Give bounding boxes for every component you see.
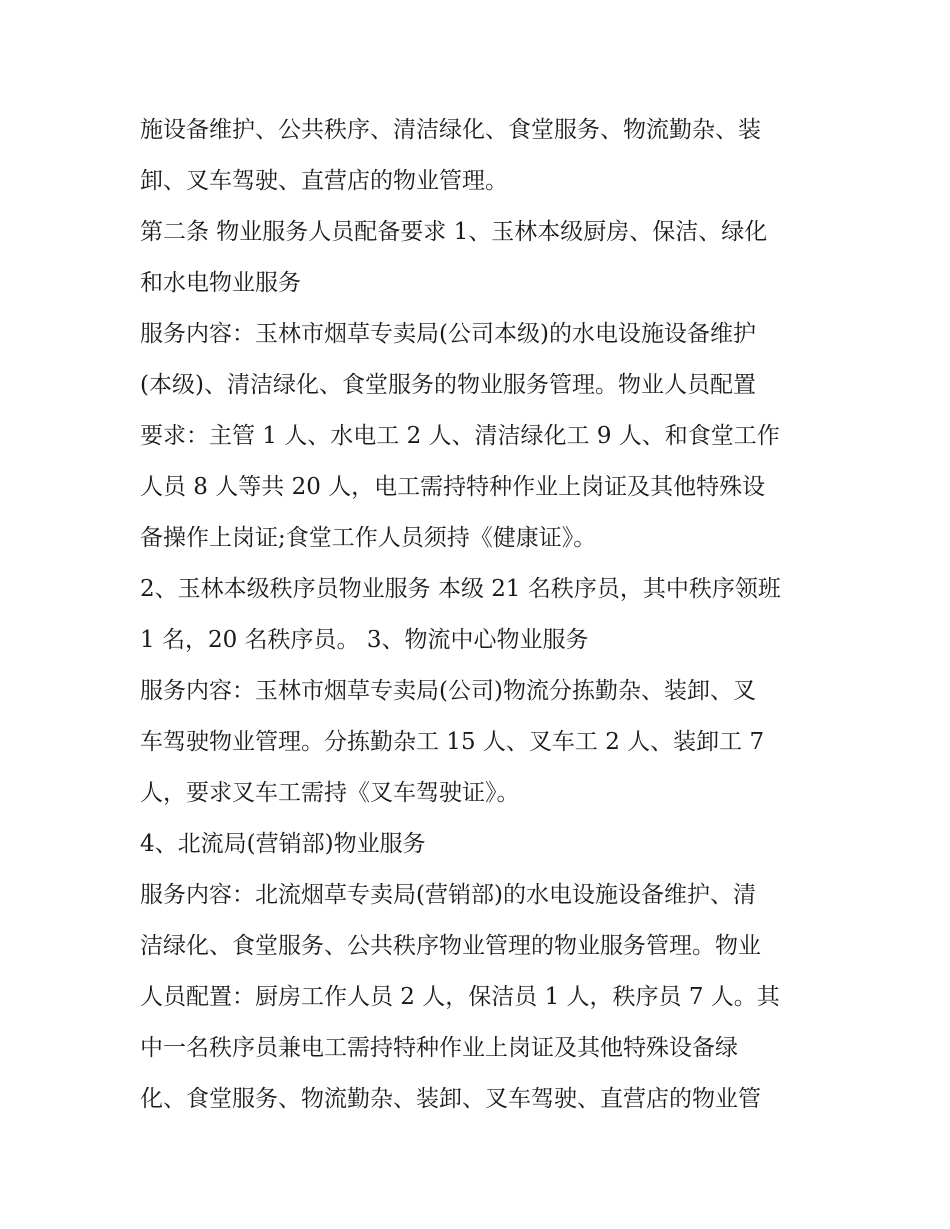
document-page — [140, 105, 830, 1125]
text-line: 中一名秩序员兼电工需持特种作业上岗证及其他特殊设备绿 — [140, 1035, 738, 1061]
text-line: 人，要求叉车工需持《叉车驾驶证》。 — [140, 780, 520, 806]
text-line: (本级)、清洁绿化、食堂服务的物业服务管理。物业人员配置 — [140, 372, 756, 398]
text-line: 要求：主管 1 人、水电工 2 人、清洁绿化工 9 人、和食堂工作 — [140, 423, 780, 449]
text-line: 备操作上岗证;食堂工作人员须持《健康证》。 — [140, 525, 597, 551]
text-line: 施设备维护、公共秩序、清洁绿化、食堂服务、物流勤杂、装 — [140, 117, 761, 143]
text-line: 化、食堂服务、物流勤杂、装卸、叉车驾驶、直营店的物业管 — [140, 1086, 761, 1112]
text-line: 洁绿化、食堂服务、公共秩序物业管理的物业服务管理。物业 — [140, 933, 761, 959]
text-line: 2、玉林本级秩序员物业服务 本级 21 名秩序员，其中秩序领班 — [140, 576, 781, 602]
text-line: 服务内容：玉林市烟草专卖局(公司本级)的水电设施设备维护 — [140, 321, 756, 347]
text-line: 1 名，20 名秩序员。 3、物流中心物业服务 — [140, 627, 589, 653]
text-line: 服务内容：北流烟草专卖局(营销部)的水电设施设备维护、清 — [140, 882, 756, 908]
text-line: 4、北流局(营销部)物业服务 — [140, 831, 426, 857]
text-line: 第二条 物业服务人员配备要求 1、玉林本级厨房、保洁、绿化 — [140, 219, 768, 245]
text-line: 卸、叉车驾驶、直营店的物业管理。 — [140, 168, 508, 194]
text-line: 车驾驶物业管理。分拣勤杂工 15 人、叉车工 2 人、装卸工 7 — [140, 729, 765, 755]
text-line: 人员 8 人等共 20 人，电工需持特种作业上岗证及其他特殊设 — [140, 474, 766, 500]
text-line: 人员配置：厨房工作人员 2 人，保洁员 1 人，秩序员 7 人。其 — [140, 984, 780, 1010]
text-line: 服务内容：玉林市烟草专卖局(公司)物流分拣勤杂、装卸、叉 — [140, 678, 756, 704]
text-line: 和水电物业服务 — [140, 270, 301, 296]
